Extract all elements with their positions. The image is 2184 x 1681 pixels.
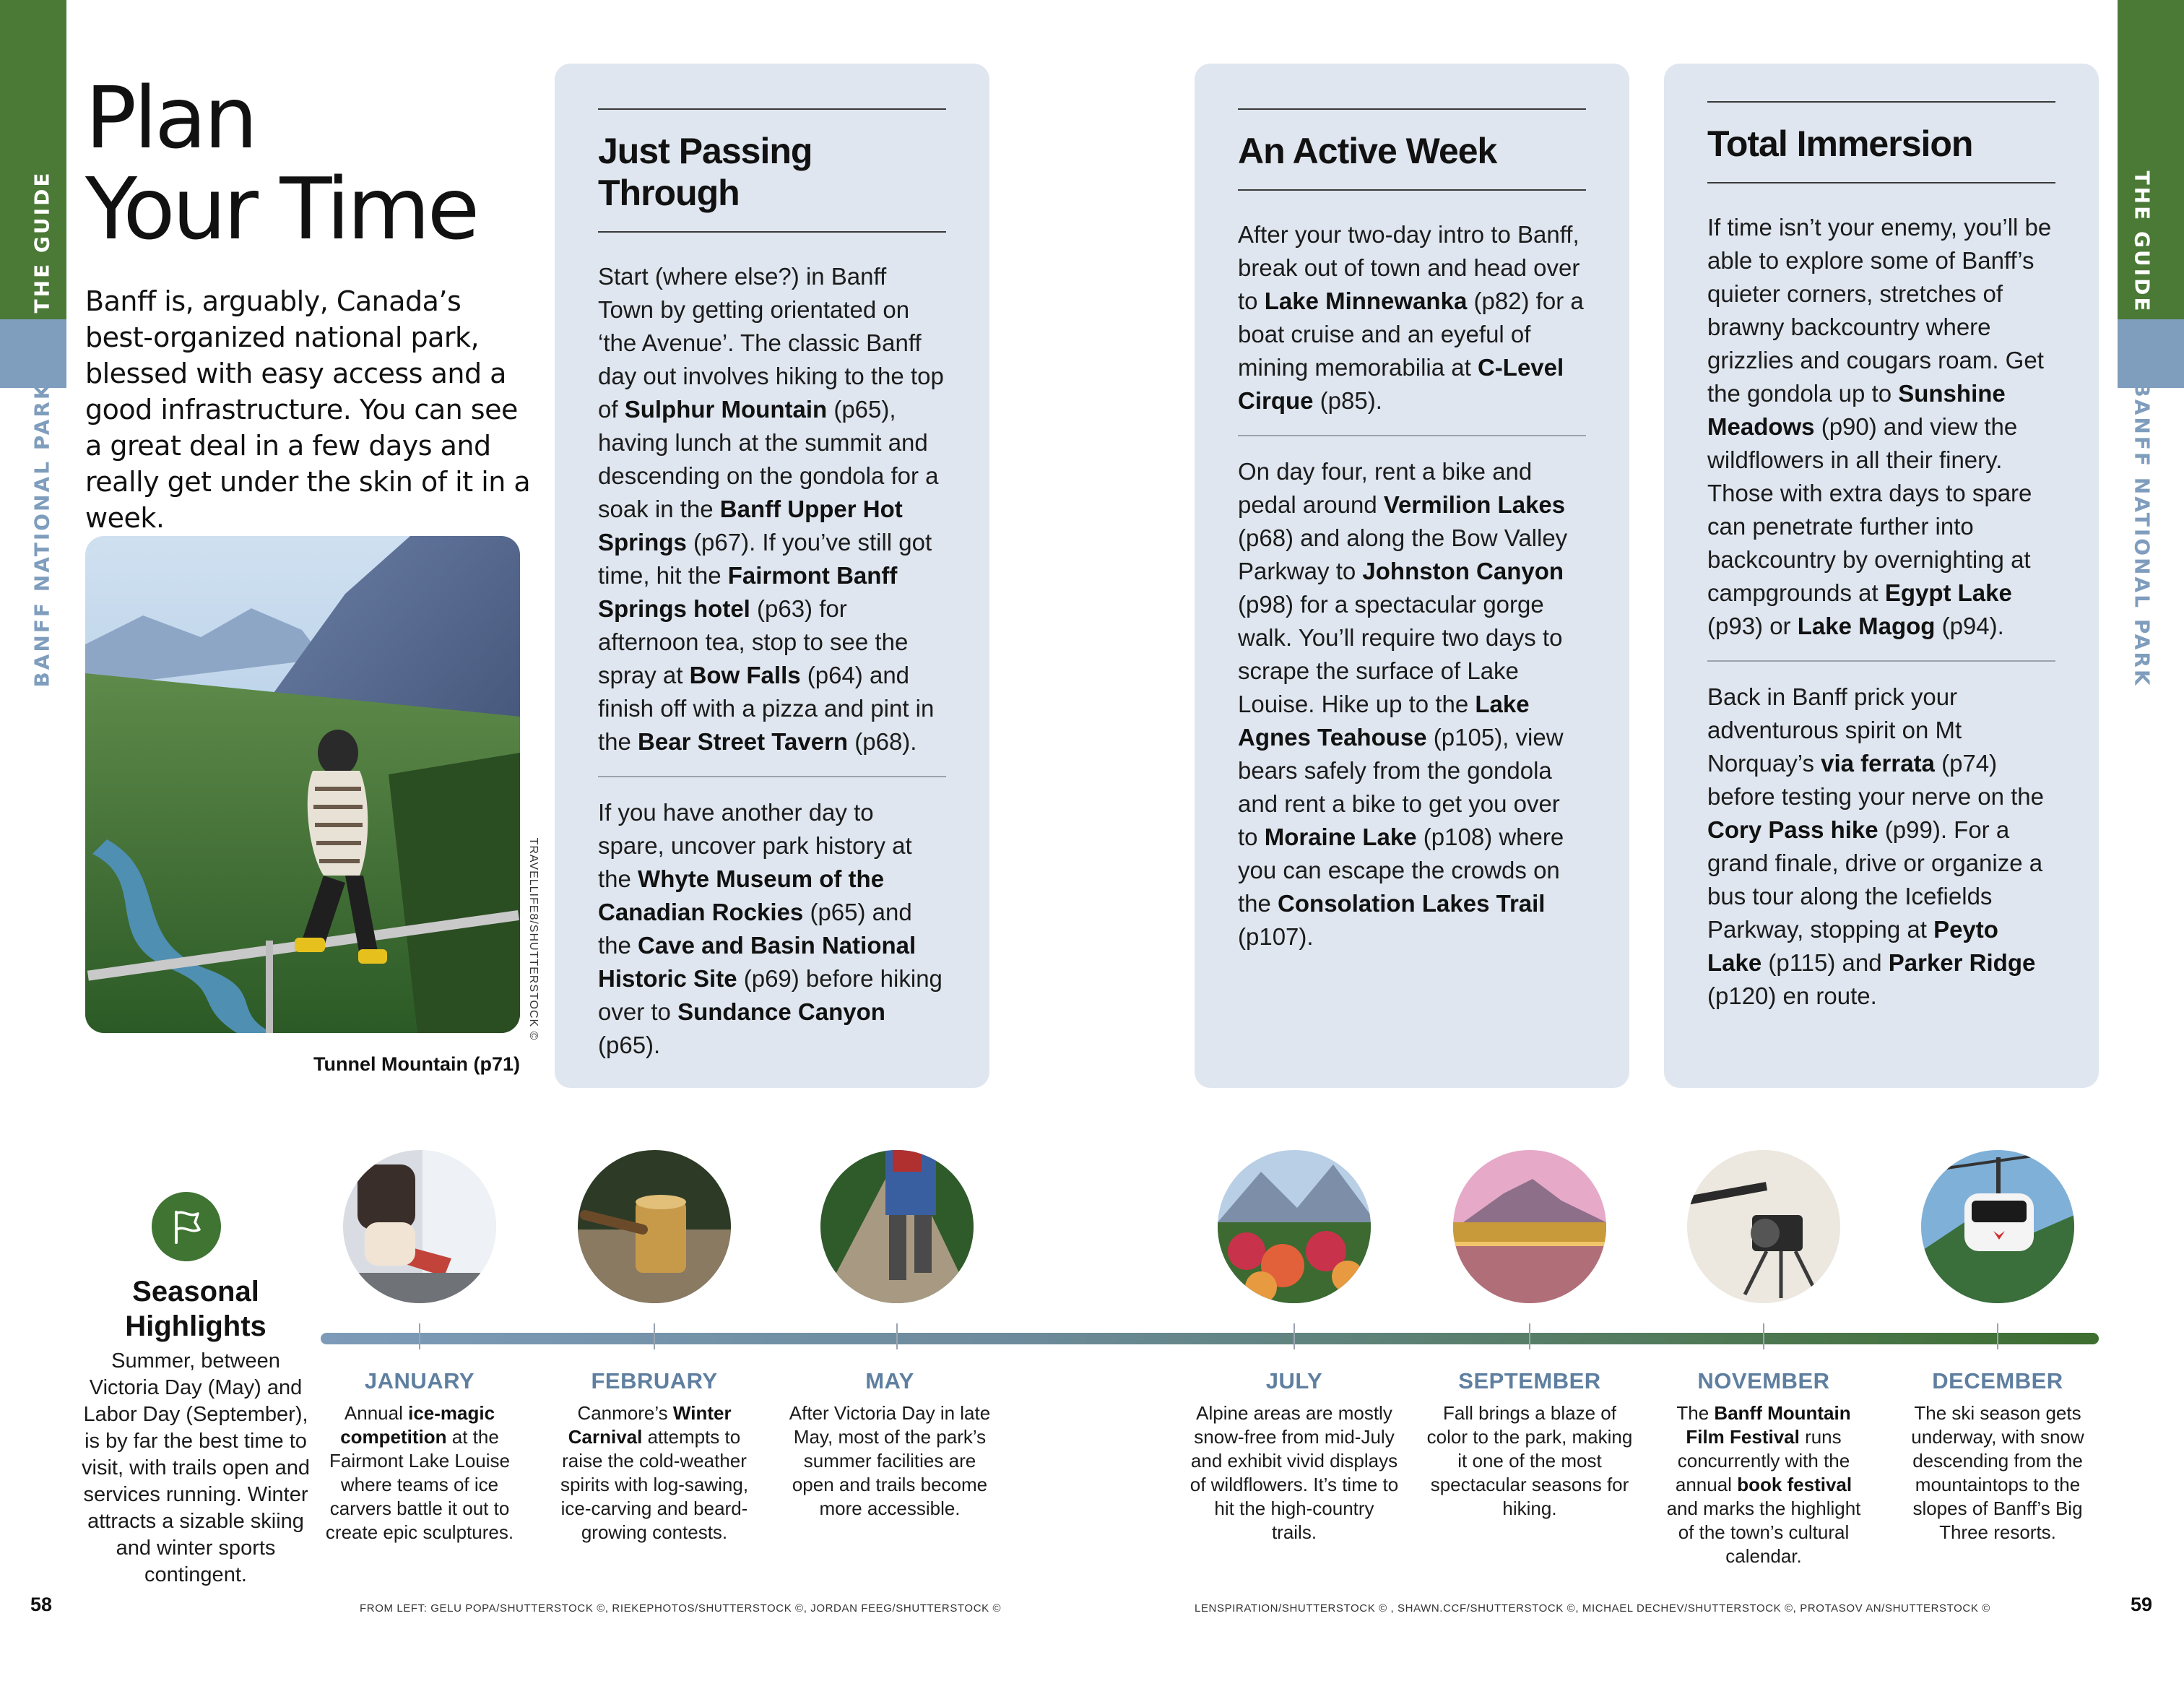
month-november-text: The Banff Mountain Film Festival runs concurrently with the annual book festival and marks the highlight of the town’s cultural calendar. xyxy=(1666,1402,1861,1567)
tick-july xyxy=(1294,1323,1295,1349)
photo-credits-left: FROM LEFT: GELU POPA/SHUTTERSTOCK ©, RIEKEPHOTOS/SHUTTERSTOCK ©, JORDAN FEEG/SHUTTERSTOCK © xyxy=(360,1602,1002,1615)
hiker-trail-photo xyxy=(820,1150,974,1303)
month-january: JANUARY xyxy=(364,1368,475,1393)
month-february: FEBRUARY xyxy=(591,1368,718,1393)
card-paragraph: After your two-day intro to Banff, break out of town and head over to Lake Minnewanka (p82) for a boat cruise and an eyeful of mining memorabilia at C-Level Cirque (p85). xyxy=(1238,221,1584,414)
page-title xyxy=(85,68,477,259)
page-number-left: 58 xyxy=(30,1594,53,1615)
page-title-line1: Plan xyxy=(85,68,256,168)
photo-credit: TRAVELLIFE8/SHUTTERSTOCK © xyxy=(527,837,540,1041)
right-guide-label: THE GUIDE xyxy=(2130,170,2154,314)
right-blue-tab xyxy=(2118,319,2184,388)
card-body xyxy=(1707,211,2055,1013)
left-blue-tab xyxy=(0,319,66,388)
page-title-line2: Your Time xyxy=(85,159,477,259)
month-february-text: Canmore’s Winter Carnival attempts to raise the cold-weather spirits with log-sawing, ice-carving and beard-growing contests. xyxy=(560,1402,749,1543)
month-november: NOVEMBER xyxy=(1697,1368,1830,1393)
paragraph-divider xyxy=(1707,660,2055,662)
tick-may xyxy=(896,1323,898,1349)
month-may-text: After Victoria Day in late May, most of the park’s summer facilities are open and trails become more accessible. xyxy=(789,1402,991,1519)
tick-december xyxy=(1997,1323,1998,1349)
card-title: An Active Week xyxy=(1238,131,1497,171)
month-july: JULY xyxy=(1265,1368,1323,1393)
season-timeline xyxy=(321,1333,2099,1344)
card-title: Total Immersion xyxy=(1707,124,1973,164)
photo-caption: Tunnel Mountain (p71) xyxy=(313,1053,520,1075)
wildflowers-photo xyxy=(1218,1150,1371,1303)
card-paragraph: Start (where else?) in Banff Town by getting orientated on ‘the Avenue’. The classic Banff day out involves hiking to the top of Sulphur Mountain (p65), having lunch at the summit and descending on the gondola for a soak in the Banff Upper Hot Springs (p67). If you’ve still got time, hit the Fairmont Banff Springs hotel (p63) for afternoon tea, stop to see the spray at Bow Falls (p64) and finish off with a pizza and pint in the Bear Street Tavern (p68). xyxy=(598,263,944,755)
tick-november xyxy=(1763,1323,1764,1349)
flag-icon xyxy=(152,1192,221,1261)
left-guide-label: THE GUIDE xyxy=(30,170,54,314)
page-number-right: 59 xyxy=(2131,1594,2153,1615)
left-park-label: BANFF NATIONAL PARK xyxy=(30,381,54,688)
card-body xyxy=(1238,218,1586,954)
right-park-label: BANFF NATIONAL PARK xyxy=(2130,381,2154,688)
tick-february xyxy=(654,1323,655,1349)
month-september-text: Fall brings a blaze of color to the park, making it one of the most spectacular seasons for hiking. xyxy=(1426,1402,1633,1519)
card-just-passing-through xyxy=(555,64,989,1088)
tick-september xyxy=(1529,1323,1530,1349)
paragraph-divider xyxy=(1238,435,1586,436)
card-paragraph: On day four, rent a bike and pedal around Vermilion Lakes (p68) and along the Bow Valley Parkway to Johnston Canyon (p98) for a spectacular gorge walk. You’ll require two days to scrape the surface of Lake Louise. Hike up to the Lake Agnes Teahouse (p105), view bears safely from the gondola and rent a bike to get you over to Moraine Lake (p108) where you can escape the crowds on the Consolation Lakes Trail (p107). xyxy=(1238,458,1568,950)
card-active-week xyxy=(1195,64,1629,1088)
card-paragraph: If time isn’t your enemy, you’ll be able to explore some of Banff’s quieter corners, stretches of brawny backcountry where grizzlies and cougars roam. Get the gondola up to Sunshine Meadows (p90) and view the wildflowers in all their finery. Those with extra days to spare can penetrate further into backcountry by overnighting at campgrounds at Egypt Lake (p93) or Lake Magog (p94). xyxy=(1707,214,2052,639)
autumn-lake-photo xyxy=(1453,1150,1606,1303)
seasonal-text: Summer, between Victoria Day (May) and Labor Day (September), is by far the best time to visit, with trails open and services running. Winter attracts a sizable skiing and winter sports contingent. xyxy=(82,1349,310,1586)
paragraph-divider xyxy=(598,776,946,777)
ice-carving-photo xyxy=(343,1150,496,1303)
month-december: DECEMBER xyxy=(1932,1368,2063,1393)
film-camera-photo xyxy=(1687,1150,1840,1303)
card-total-immersion xyxy=(1664,64,2099,1088)
card-body xyxy=(598,260,946,1062)
month-december-text: The ski season gets underway, with snow descending from the mountaintops to the slopes of Banff’s Big Three resorts. xyxy=(1911,1402,2084,1543)
month-january-text: Annual ice-magic competition at the Fairmont Lake Louise where teams of ice carvers battle it out to create epic sculptures. xyxy=(325,1402,514,1543)
intro-text: Banff is, arguably, Canada’s best-organized national park, blessed with easy access and a good infrastructure. You can see a great deal in a few days and really get under the skin of it in a week. xyxy=(85,285,531,534)
card-paragraph: If you have another day to spare, uncover park history at the Whyte Museum of the Canadian Rockies (p65) and the Cave and Basin National Historic Site (p69) before hiking over to Sundance Canyon (p65). xyxy=(598,799,942,1058)
month-july-text: Alpine areas are mostly snow-free from mid-July and exhibit vivid displays of wildflowers. It’s time to hit the high-country trails. xyxy=(1190,1402,1399,1543)
tunnel-mountain-photo xyxy=(85,536,520,1033)
month-may: MAY xyxy=(865,1368,914,1393)
card-title: Just Passing Through xyxy=(598,131,812,213)
gondola-photo xyxy=(1921,1150,2074,1303)
card-paragraph: Back in Banff prick your adventurous spirit on Mt Norquay’s via ferrata (p74) before testing your nerve on the Cory Pass hike (p99). For a grand finale, drive or organize a bus tour along the Icefields Parkway, stopping at Peyto Lake (p115) and Parker Ridge (p120) en route. xyxy=(1707,683,2044,1009)
month-september: SEPTEMBER xyxy=(1458,1368,1601,1393)
photo-credits-right: LENSPIRATION/SHUTTERSTOCK © , SHAWN.CCF/SHUTTERSTOCK ©, MICHAEL DECHEV/SHUTTERSTOCK ©, PROTASOV AN/SHUTTERSTOCK © xyxy=(1195,1602,1990,1615)
seasonal-title: Seasonal Highlights xyxy=(125,1276,266,1342)
log-sawing-photo xyxy=(578,1150,731,1303)
tick-january xyxy=(419,1323,420,1349)
